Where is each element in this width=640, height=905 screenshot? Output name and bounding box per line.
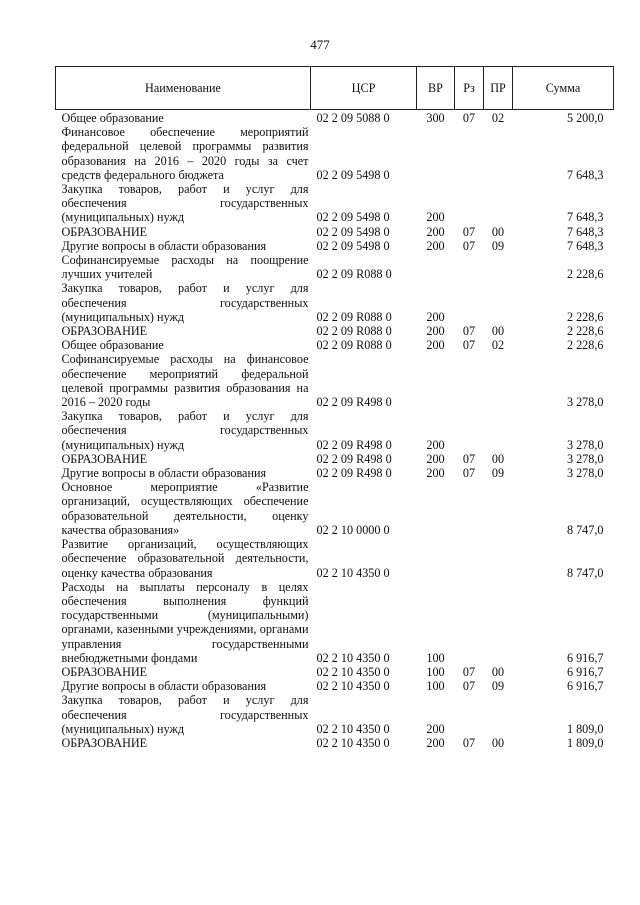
cell-vr: 200 bbox=[426, 437, 445, 452]
header-row bbox=[56, 67, 614, 110]
cell-csr: 02 2 10 4350 0 bbox=[316, 735, 390, 750]
cell-name: Другие вопросы в области образования bbox=[61, 238, 267, 253]
cell-csr: 02 2 09 R498 0 bbox=[316, 395, 392, 410]
table-row bbox=[56, 693, 614, 736]
cell-sum: 8 747,0 bbox=[566, 522, 604, 537]
table-row bbox=[56, 253, 614, 281]
cell-vr bbox=[417, 537, 455, 580]
cell-csr: 02 2 09 5498 0 bbox=[316, 210, 390, 225]
cell-rz bbox=[455, 182, 484, 225]
cell-pr bbox=[484, 537, 513, 580]
cell-pr: 09 bbox=[491, 238, 505, 253]
header-rz: Рз bbox=[455, 67, 484, 110]
table-row bbox=[56, 281, 614, 324]
table-row bbox=[56, 125, 614, 182]
header-name: Наименование bbox=[56, 67, 311, 110]
cell-rz: 07 bbox=[462, 324, 476, 339]
cell-sum: 3 278,0 bbox=[566, 437, 604, 452]
cell-name: Финансовое обеспечение мероприятий федеральной целевой программы развития образования на 2016 – 2020 годы за счет средств федерального бюджета bbox=[61, 125, 309, 182]
cell-vr: 200 bbox=[426, 721, 445, 736]
cell-pr: 02 bbox=[491, 111, 505, 125]
cell-csr: 02 2 10 4350 0 bbox=[316, 565, 390, 580]
cell-csr: 02 2 09 5498 0 bbox=[316, 224, 390, 239]
cell-rz bbox=[455, 281, 484, 324]
cell-name: Другие вопросы в области образования bbox=[61, 679, 267, 694]
cell-pr: 02 bbox=[491, 338, 505, 353]
cell-name: Закупка товаров, работ и услуг для обеспечения государственных (муниципальных) нужд bbox=[61, 409, 309, 452]
cell-name: Основное мероприятие «Развитие организаций, осуществляющих обеспечение образовательной деятельности, оценку качества образования» bbox=[61, 480, 309, 537]
table-row bbox=[56, 580, 614, 665]
cell-sum: 6 916,7 bbox=[566, 664, 604, 679]
cell-sum: 6 916,7 bbox=[566, 650, 604, 665]
cell-name: Общее образование bbox=[61, 111, 164, 125]
cell-sum: 3 278,0 bbox=[566, 451, 604, 466]
cell-vr bbox=[417, 480, 455, 537]
header-csr: ЦСР bbox=[311, 67, 417, 110]
cell-vr bbox=[417, 352, 455, 409]
cell-vr bbox=[417, 253, 455, 281]
cell-vr: 200 bbox=[426, 338, 445, 353]
cell-sum: 5 200,0 bbox=[566, 111, 604, 125]
cell-sum: 3 278,0 bbox=[566, 395, 604, 410]
cell-pr bbox=[484, 281, 513, 324]
table-row bbox=[56, 182, 614, 225]
table-row bbox=[56, 679, 614, 693]
cell-csr: 02 2 09 R088 0 bbox=[316, 324, 392, 339]
table-row bbox=[56, 225, 614, 239]
cell-rz bbox=[455, 253, 484, 281]
cell-pr: 00 bbox=[491, 324, 505, 339]
cell-vr: 200 bbox=[426, 324, 445, 339]
cell-rz: 07 bbox=[462, 664, 476, 679]
cell-name: Софинансируемые расходы на финансовое обеспечение мероприятий федеральной целевой программы развития образования на 2016 – 2020 годы bbox=[61, 352, 309, 410]
cell-rz: 07 bbox=[462, 466, 476, 481]
cell-sum: 7 648,3 bbox=[566, 210, 604, 225]
cell-name: ОБРАЗОВАНИЕ bbox=[61, 324, 148, 339]
cell-csr: 02 2 10 4350 0 bbox=[316, 721, 390, 736]
cell-name: Закупка товаров, работ и услуг для обеспечения государственных (муниципальных) нужд bbox=[61, 182, 309, 225]
cell-sum: 7 648,3 bbox=[566, 224, 604, 239]
cell-pr: 00 bbox=[491, 224, 505, 239]
cell-pr bbox=[484, 253, 513, 281]
cell-name: ОБРАЗОВАНИЕ bbox=[61, 735, 148, 750]
cell-vr: 200 bbox=[426, 238, 445, 253]
cell-vr: 200 bbox=[426, 309, 445, 324]
cell-rz: 07 bbox=[462, 111, 476, 125]
cell-name: Закупка товаров, работ и услуг для обеспечения государственных (муниципальных) нужд bbox=[61, 281, 309, 324]
table-row bbox=[56, 324, 614, 338]
cell-pr: 00 bbox=[491, 451, 505, 466]
cell-rz bbox=[455, 580, 484, 665]
cell-rz: 07 bbox=[462, 224, 476, 239]
cell-rz bbox=[455, 409, 484, 452]
cell-vr: 200 bbox=[426, 210, 445, 225]
table-row bbox=[56, 409, 614, 452]
cell-name: Развитие организаций, осуществляющих обеспечение образовательной деятельности, оценку качества образования bbox=[61, 537, 309, 580]
cell-vr: 100 bbox=[426, 664, 445, 679]
cell-csr: 02 2 10 4350 0 bbox=[316, 650, 390, 665]
cell-sum: 2 228,6 bbox=[566, 324, 604, 339]
cell-csr: 02 2 09 R498 0 bbox=[316, 437, 392, 452]
cell-name: Другие вопросы в области образования bbox=[61, 466, 267, 481]
page-number: 477 bbox=[310, 37, 330, 52]
cell-vr: 200 bbox=[426, 451, 445, 466]
cell-rz bbox=[455, 352, 484, 409]
table-row bbox=[56, 110, 614, 126]
cell-csr: 02 2 10 4350 0 bbox=[316, 664, 390, 679]
cell-csr: 02 2 09 R088 0 bbox=[316, 338, 392, 353]
cell-vr: 200 bbox=[426, 466, 445, 481]
cell-pr: 00 bbox=[491, 735, 505, 750]
cell-sum: 2 228,6 bbox=[566, 309, 604, 324]
cell-name: Общее образование bbox=[61, 338, 164, 353]
table-row bbox=[56, 352, 614, 409]
cell-pr bbox=[484, 182, 513, 225]
header-pr: ПР bbox=[484, 67, 513, 110]
cell-rz: 07 bbox=[462, 238, 476, 253]
cell-name: ОБРАЗОВАНИЕ bbox=[61, 664, 148, 679]
cell-rz: 07 bbox=[462, 679, 476, 694]
cell-csr: 02 2 09 R498 0 bbox=[316, 451, 392, 466]
table-row bbox=[56, 239, 614, 253]
cell-pr bbox=[484, 125, 513, 182]
table-row bbox=[56, 665, 614, 679]
cell-vr bbox=[417, 125, 455, 182]
cell-sum: 7 648,3 bbox=[566, 167, 604, 182]
cell-pr bbox=[484, 409, 513, 452]
cell-sum: 7 648,3 bbox=[566, 238, 604, 253]
cell-csr: 02 2 09 5498 0 bbox=[316, 167, 390, 182]
cell-name: Софинансируемые расходы на поощрение лучших учителей bbox=[61, 253, 309, 282]
cell-rz: 07 bbox=[462, 735, 476, 750]
header-sum: Сумма bbox=[513, 67, 614, 110]
table-row bbox=[56, 480, 614, 537]
cell-csr: 02 2 10 0000 0 bbox=[316, 522, 390, 537]
cell-rz bbox=[455, 480, 484, 537]
budget-table bbox=[55, 66, 614, 750]
cell-csr: 02 2 09 R088 0 bbox=[316, 309, 392, 324]
cell-name: Закупка товаров, работ и услуг для обеспечения государственных (муниципальных) нужд bbox=[61, 693, 309, 736]
cell-vr: 100 bbox=[426, 679, 445, 694]
cell-sum: 3 278,0 bbox=[566, 466, 604, 481]
cell-csr: 02 2 10 4350 0 bbox=[316, 679, 390, 694]
cell-pr bbox=[484, 580, 513, 665]
table-row bbox=[56, 466, 614, 480]
cell-pr: 00 bbox=[491, 664, 505, 679]
cell-sum: 1 809,0 bbox=[566, 735, 604, 750]
cell-sum: 2 228,6 bbox=[566, 267, 604, 282]
header-vr: ВР bbox=[417, 67, 455, 110]
cell-pr: 09 bbox=[491, 679, 505, 694]
cell-rz: 07 bbox=[462, 338, 476, 353]
table-row bbox=[56, 537, 614, 580]
table-body bbox=[56, 110, 614, 751]
cell-rz bbox=[455, 125, 484, 182]
cell-pr bbox=[484, 352, 513, 409]
cell-name: Расходы на выплаты персоналу в целях обеспечения выполнения функций государственными (муниципальными) органами, казенными учреждениями, органами управления государственными внебюджетными фондами bbox=[61, 579, 309, 665]
cell-pr bbox=[484, 693, 513, 736]
cell-rz: 07 bbox=[462, 451, 476, 466]
cell-csr: 02 2 09 5088 0 bbox=[316, 111, 390, 125]
cell-sum: 1 809,0 bbox=[566, 721, 604, 736]
cell-rz bbox=[455, 537, 484, 580]
cell-vr: 200 bbox=[426, 224, 445, 239]
cell-sum: 6 916,7 bbox=[566, 679, 604, 694]
table-row bbox=[56, 452, 614, 466]
cell-vr: 200 bbox=[426, 735, 445, 750]
cell-csr: 02 2 09 5498 0 bbox=[316, 238, 390, 253]
cell-sum: 8 747,0 bbox=[566, 565, 604, 580]
cell-pr bbox=[484, 480, 513, 537]
cell-vr: 300 bbox=[426, 111, 445, 125]
cell-rz bbox=[455, 693, 484, 736]
cell-csr: 02 2 09 R498 0 bbox=[316, 466, 392, 481]
cell-sum: 2 228,6 bbox=[566, 338, 604, 353]
table-row bbox=[56, 338, 614, 352]
cell-name: ОБРАЗОВАНИЕ bbox=[61, 451, 148, 466]
cell-csr: 02 2 09 R088 0 bbox=[316, 267, 392, 282]
table-row bbox=[56, 736, 614, 750]
cell-vr: 100 bbox=[426, 650, 445, 665]
table-header bbox=[56, 67, 614, 110]
cell-pr: 09 bbox=[491, 466, 505, 481]
cell-name: ОБРАЗОВАНИЕ bbox=[61, 224, 148, 239]
